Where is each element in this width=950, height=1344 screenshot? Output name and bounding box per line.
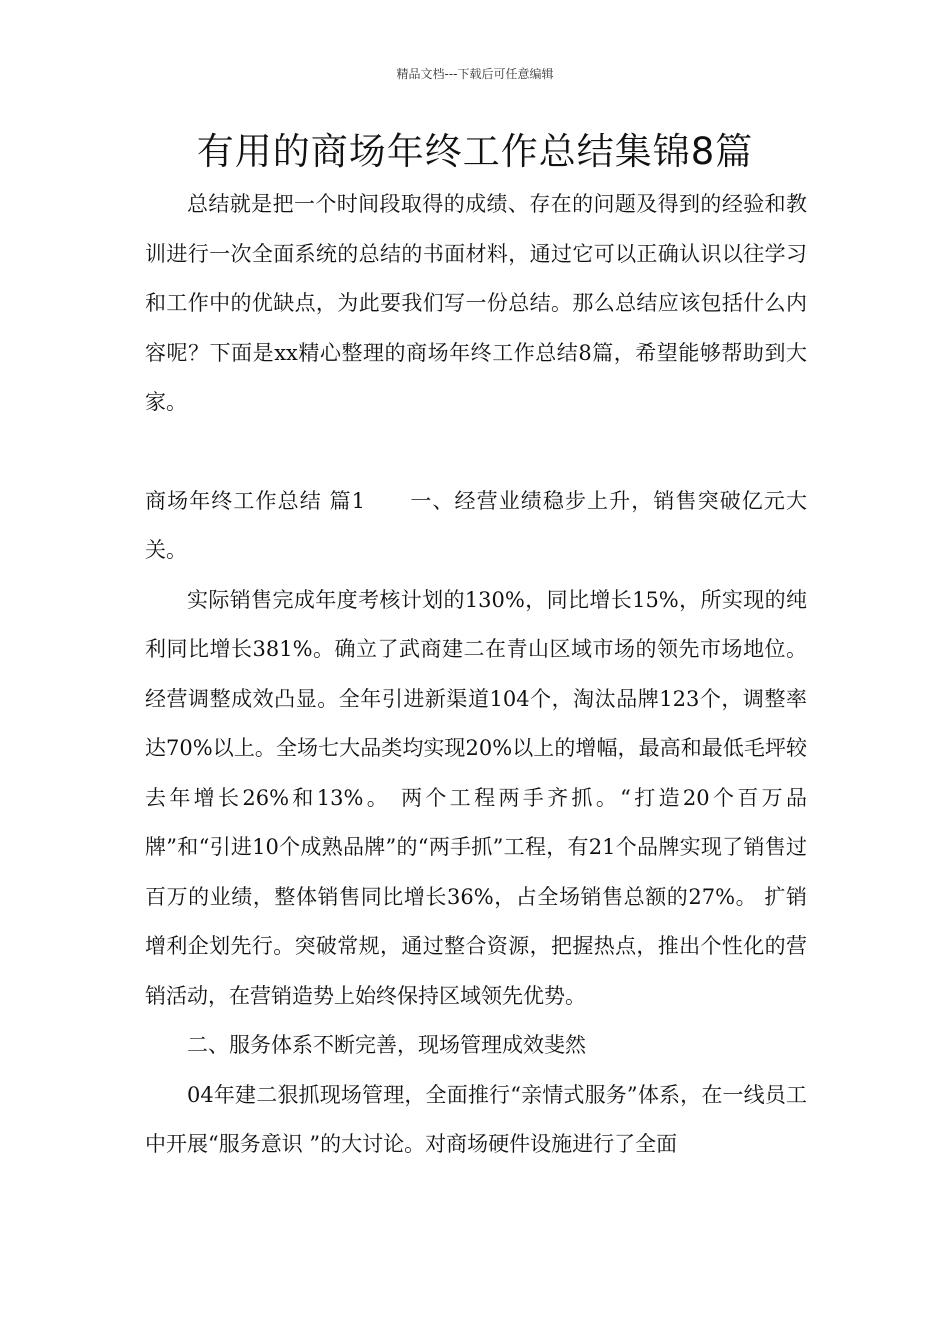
- subsection-heading: 二、服务体系不断完善，现场管理成效斐然: [187, 1033, 586, 1057]
- header-note: 精品文档---下载后可任意编辑: [396, 67, 554, 81]
- paragraph-gap: [145, 428, 807, 477]
- document-body: [145, 180, 807, 1170]
- section-heading-paragraph: 商场年终工作总结 篇1 一、经营业绩稳步上升，销售突破亿元大关。: [145, 488, 807, 562]
- body-paragraph: 04年建二狠抓现场管理，全面推行“亲情式服务”体系，在一线员工中开展“服务意识 ”的大讨论。对商场硬件设施进行了全面: [145, 1082, 807, 1156]
- document-title: 有用的商场年终工作总结集锦8篇: [196, 130, 754, 173]
- body-paragraph: 实际销售完成年度考核计划的130%，同比增长15%，所实现的纯利同比增长381%。确立了武商建二在青山区域市场的领先市场地位。 经营调整成效凸显。全年引进新渠道104个，淘汰品牌123个，调整率达70%以上。全场七大品类均实现20%以上的增幅，最高和最低毛坪较去年增长26%和13%。 两个工程两手齐抓。“打造20个百万品牌”和“引进10个成熟品牌”的“两手抓”工程，有21个品牌实现了销售过百万的业绩，整体销售同比增长36%，占全场销售总额的27%。 扩销增利企划先行。突破常规，通过整合资源，把握热点，推出个性化的营销活动，在营销造势上始终保持区域领先优势。: [145, 587, 807, 1008]
- intro-paragraph: 总结就是把一个时间段取得的成绩、存在的问题及得到的经验和教训进行一次全面系统的总结的书面材料，通过它可以正确认识以往学习和工作中的优缺点，为此要我们写一份总结。那么总结应该包括什么内容呢？下面是xx精心整理的商场年终工作总结8篇，希望能够帮助到大家。: [145, 192, 807, 414]
